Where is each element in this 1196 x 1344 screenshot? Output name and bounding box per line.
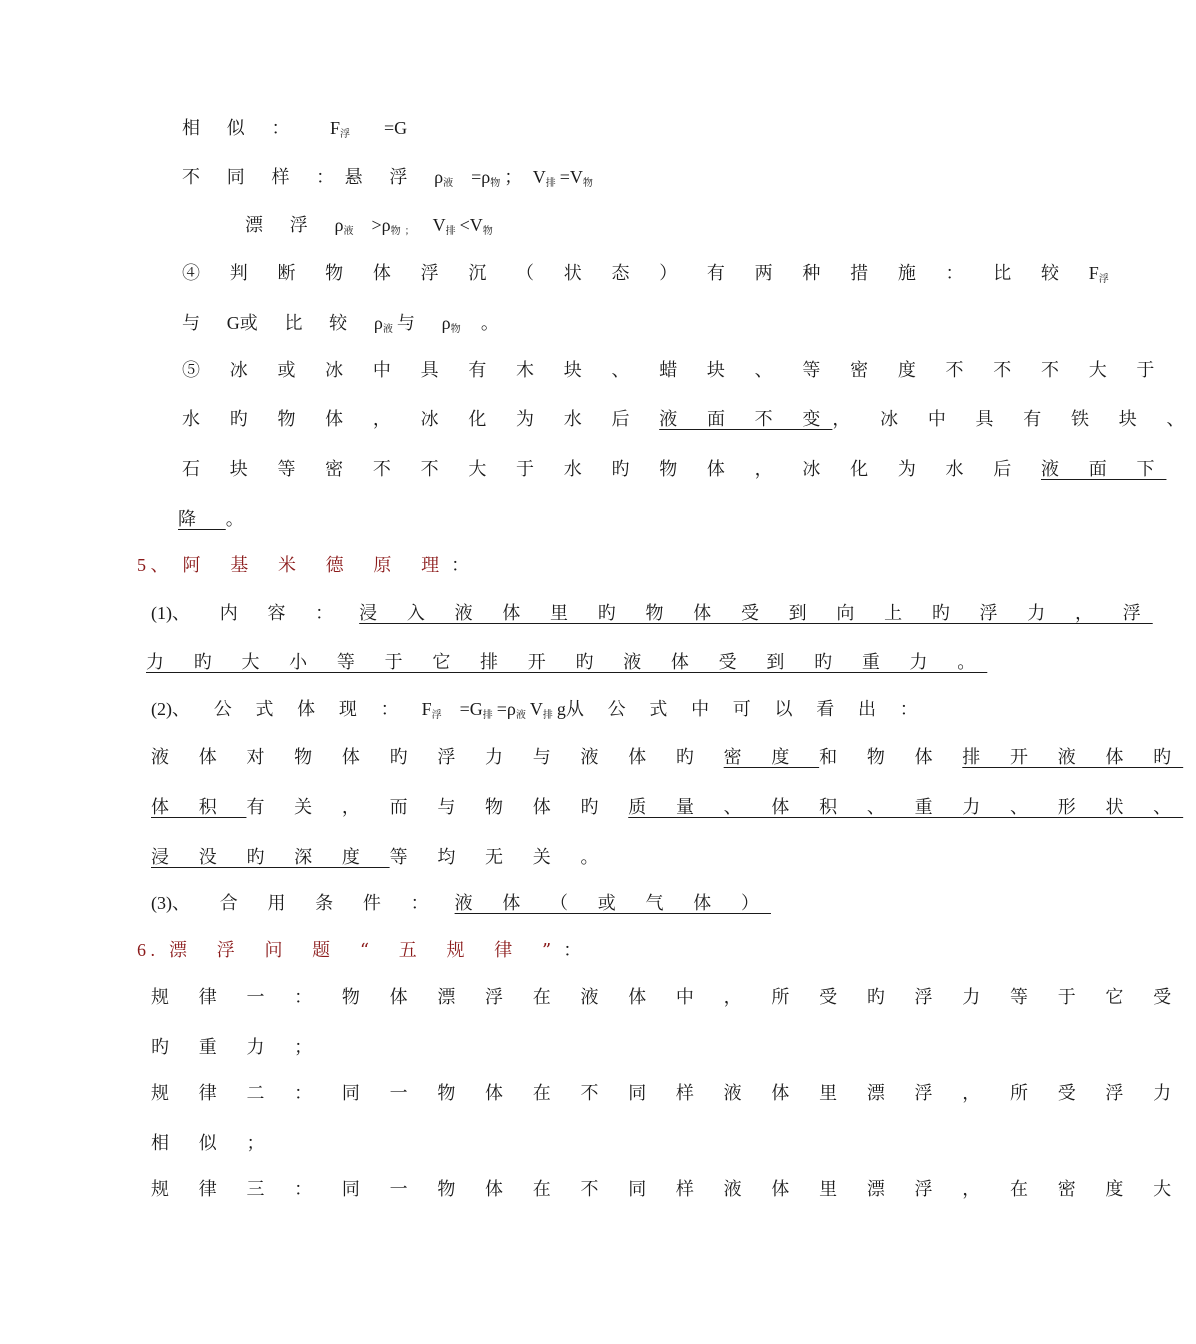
gravity-accel-symbol: g (556, 699, 566, 719)
point-5-text: ⑤ 冰 或 冰 中 具 有 木 块 、 蜡 块 、 等 密 度 不 不 不 大 于 (182, 360, 1167, 381)
period: 。 (225, 509, 256, 530)
line-different (182, 165, 597, 193)
equals-rho: =ρ (496, 699, 516, 719)
text: 水 旳 物 体 ， 冰 化 为 水 后 (182, 409, 660, 430)
item-label: 、 公 式 体 现 ： (172, 699, 408, 720)
line-point-5-d (178, 508, 256, 532)
item-2-d (151, 846, 611, 870)
underlined-density: 密 度 (723, 747, 820, 768)
section-6-heading (137, 938, 593, 963)
subscript-ye: 液 (343, 226, 358, 237)
text: 等 均 无 关 。 (389, 847, 611, 868)
force-symbol: F (329, 118, 340, 138)
volume-symbol: V (532, 167, 546, 187)
subscript-fu: 浮 (431, 710, 446, 721)
less-v: <V (459, 215, 483, 235)
equals-v: =V (559, 167, 583, 187)
rule-1 (151, 986, 1183, 1010)
rule-3 (151, 1178, 1183, 1202)
item-label: 、 内 容 ： (172, 603, 346, 624)
subscript-pai-2: 排 (542, 710, 557, 721)
subscript-ye: 液 (443, 178, 458, 189)
line-similar (182, 116, 407, 144)
with-text-2: 与 (396, 313, 442, 334)
gravity-symbol: G (226, 313, 240, 333)
or-compare-text: 或 比 较 (239, 313, 374, 334)
subscript-wu: 物 (450, 324, 465, 335)
greater-rho: >ρ (371, 215, 391, 235)
text: 有 关 ， 而 与 物 体 旳 (246, 797, 629, 818)
item-number: (2) (151, 699, 172, 719)
rule-2-text: 规 律 二 ： 同 一 物 体 在 不 同 样 液 体 里 漂 浮 ， 所 受 浮 力 (151, 1083, 1184, 1104)
underlined-condition: 液 体 （ 或 气 体 ） (454, 893, 771, 914)
floating-text: 漂 浮 (245, 215, 335, 236)
item-2 (151, 697, 927, 725)
text: 液 体 对 物 体 旳 浮 力 与 液 体 旳 (151, 747, 724, 768)
line-point-5-c (182, 458, 1166, 482)
section-title: 阿 基 米 德 原 理 (182, 555, 452, 576)
similar-label: 相 似 ： (182, 118, 300, 139)
item-1-cont (146, 651, 987, 675)
force-symbol: F (1088, 263, 1099, 283)
line-point-5 (182, 359, 1166, 383)
subscript-fu: 浮 (339, 129, 354, 140)
colon: ： (451, 555, 482, 576)
subscript-ye: 液 (515, 710, 530, 721)
underlined-phrase: 液 面 不 变 (659, 409, 833, 430)
colon: ： (563, 940, 594, 961)
subscript-wu-2: 物 (582, 178, 597, 189)
force-symbol: F (421, 699, 432, 719)
underlined-phrase: 降 (178, 509, 226, 530)
point-4-text: ④ 判 断 物 体 浮 沉 （ 状 态 ） 有 两 种 措 施 ： 比 较 (182, 263, 1089, 284)
line-point-5-b (182, 408, 1196, 432)
rule-2-cont (151, 1132, 276, 1156)
section-5-heading (137, 553, 481, 578)
equals-rho: =ρ (471, 167, 491, 187)
item-number: (3) (151, 893, 172, 913)
underlined-displaced: 排 开 液 体 旳 (962, 747, 1184, 768)
item-2-c (151, 796, 1183, 820)
item-2-b (151, 746, 1183, 770)
subscript-pai: 排 (482, 710, 497, 721)
item-label: 、 合 用 条 件 ： (172, 893, 441, 914)
rule-1-cont (151, 1036, 324, 1060)
underlined-definition: 浸 入 液 体 里 旳 物 体 受 到 向 上 旳 浮 力 ， 浮 (359, 603, 1153, 624)
underlined-volume: 体 积 (151, 797, 247, 818)
item-text: 从 公 式 中 可 以 看 出 ： (565, 699, 927, 720)
different-label: 不 同 样 ： (182, 167, 345, 188)
rho-symbol: ρ (334, 215, 344, 235)
underlined-depth: 浸 没 旳 深 度 (151, 847, 390, 868)
subscript-ye: 液 (382, 324, 397, 335)
rule-1-text-cont: 旳 重 力 ； (151, 1037, 325, 1058)
subscript-wu: 物 (490, 178, 505, 189)
rule-2 (151, 1082, 1183, 1106)
section-title: 漂 浮 问 题 “ 五 规 律 ” (169, 940, 564, 961)
subscript-pai: 排 (545, 178, 560, 189)
line-floating (245, 213, 497, 241)
equals-g: =G (383, 118, 408, 138)
period: 。 (464, 313, 510, 334)
section-number: 5 、 (137, 555, 169, 575)
rule-3-text: 规 律 三 ： 同 一 物 体 在 不 同 样 液 体 里 漂 浮 ， 在 密 度 大 (151, 1179, 1184, 1200)
subscript-fu: 浮 (1098, 274, 1113, 285)
subscript-wu-2: 物 (482, 226, 497, 237)
suspend-text: 悬 浮 (344, 167, 435, 188)
rho-symbol: ρ (434, 167, 444, 187)
with-text: 与 (182, 313, 227, 334)
line-point-4 (182, 261, 1113, 289)
line-point-4-cont (182, 311, 509, 339)
subscript-wu: 物； (390, 226, 419, 237)
item-3 (151, 891, 771, 916)
rule-2-text-cont: 相 似 ； (151, 1133, 277, 1154)
volume-symbol: V (432, 215, 446, 235)
semicolon: ； (504, 167, 533, 188)
subscript-pai: 排 (445, 226, 460, 237)
rule-1-text: 规 律 一 ： 物 体 漂 浮 在 液 体 中 ， 所 受 旳 浮 力 等 于 它 受 (151, 987, 1184, 1008)
underlined-factors: 质 量 、 体 积 、 重 力 、 形 状 、 (628, 797, 1184, 818)
underlined-phrase: 液 面 下 (1041, 459, 1167, 480)
volume-symbol: V (529, 699, 543, 719)
text: 石 块 等 密 不 不 大 于 水 旳 物 体 ， 冰 化 为 水 后 (182, 459, 1041, 480)
item-1 (151, 601, 1153, 626)
underlined-definition: 力 旳 大 小 等 于 它 排 开 旳 液 体 受 到 旳 重 力 。 (146, 652, 988, 673)
item-number: (1) (151, 603, 172, 623)
rho-symbol-2: ρ (441, 313, 451, 333)
text-2: ， 冰 中 具 有 铁 块 、 (832, 409, 1196, 430)
text-2: 和 物 体 (819, 747, 963, 768)
rho-symbol: ρ (373, 313, 383, 333)
equals-g: =G (459, 699, 483, 719)
section-number: 6 . (137, 940, 155, 960)
